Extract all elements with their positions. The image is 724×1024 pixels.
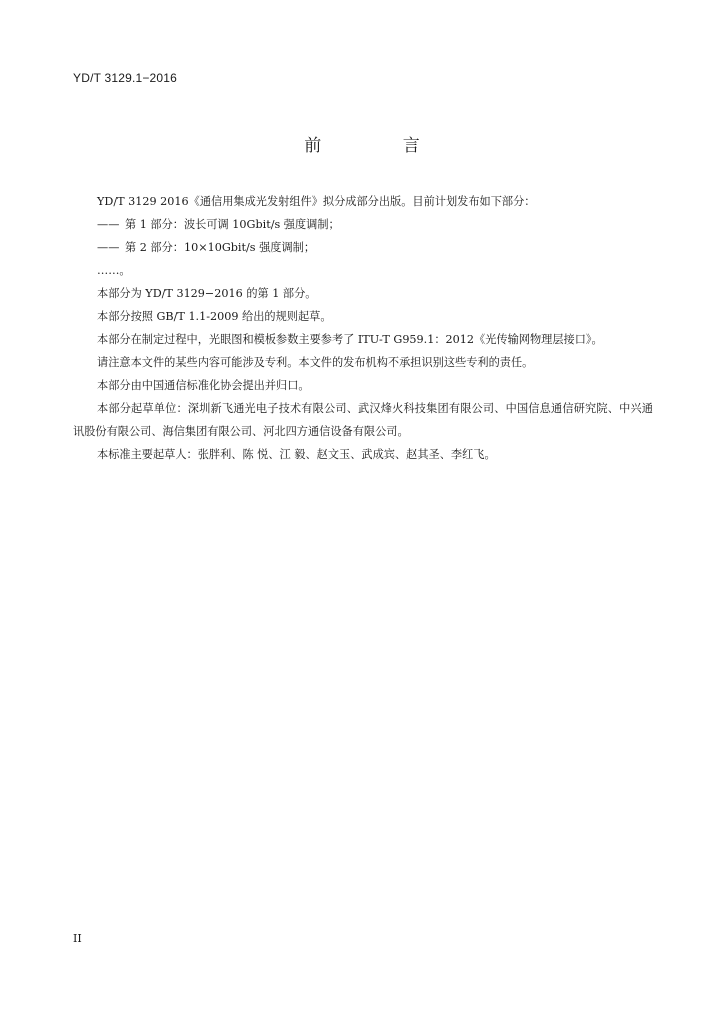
patent-notice: 请注意本文件的某些内容可能涉及专利。本文件的发布机构不承担识别这些专利的责任。 (97, 356, 534, 369)
list-item (73, 213, 653, 236)
drafters: 本标准主要起草人：张胖利、陈 悦、江 毅、赵文玉、武成宾、赵其圣、李红飞。 (97, 448, 496, 461)
list-item (73, 236, 653, 259)
document-code: YD/T 3129.1−2016 (73, 71, 178, 85)
intro-paragraph: YD/T 3129 2016《通信用集成光发射组件》拟分成部分出版。目前计划发布如下部分： (97, 195, 536, 208)
list-dash: —— (97, 241, 120, 254)
list-item-text: 第 1 部分：波长可调 10Gbit/s 强度调制； (125, 218, 340, 231)
drafting-rules-statement: 本部分按照 GB/T 1.1-2009 给出的规则起草。 (97, 310, 332, 323)
part-statement: 本部分为 YD/T 3129−2016 的第 1 部分。 (97, 287, 317, 300)
document-body (73, 190, 653, 466)
list-item-text: 第 2 部分：10×10Gbit/s 强度调制； (125, 241, 316, 254)
proposer-statement: 本部分由中国通信标准化协会提出并归口。 (97, 379, 310, 392)
page-title: 前 言 (304, 136, 458, 156)
page-number: II (73, 932, 82, 945)
reference-statement: 本部分在制定过程中，光眼图和模板参数主要参考了 ITU-T G959.1：2012《光传输网物理层接口》。 (97, 333, 603, 346)
ellipsis-line: ……。 (97, 264, 131, 277)
list-dash: —— (97, 218, 120, 231)
drafting-units: 本部分起草单位：深圳新飞通光电子技术有限公司、武汉烽火科技集团有限公司、中国信息通信研究院、中兴通讯股份有限公司、海信集团有限公司、河北四方通信设备有限公司。 (73, 402, 653, 438)
